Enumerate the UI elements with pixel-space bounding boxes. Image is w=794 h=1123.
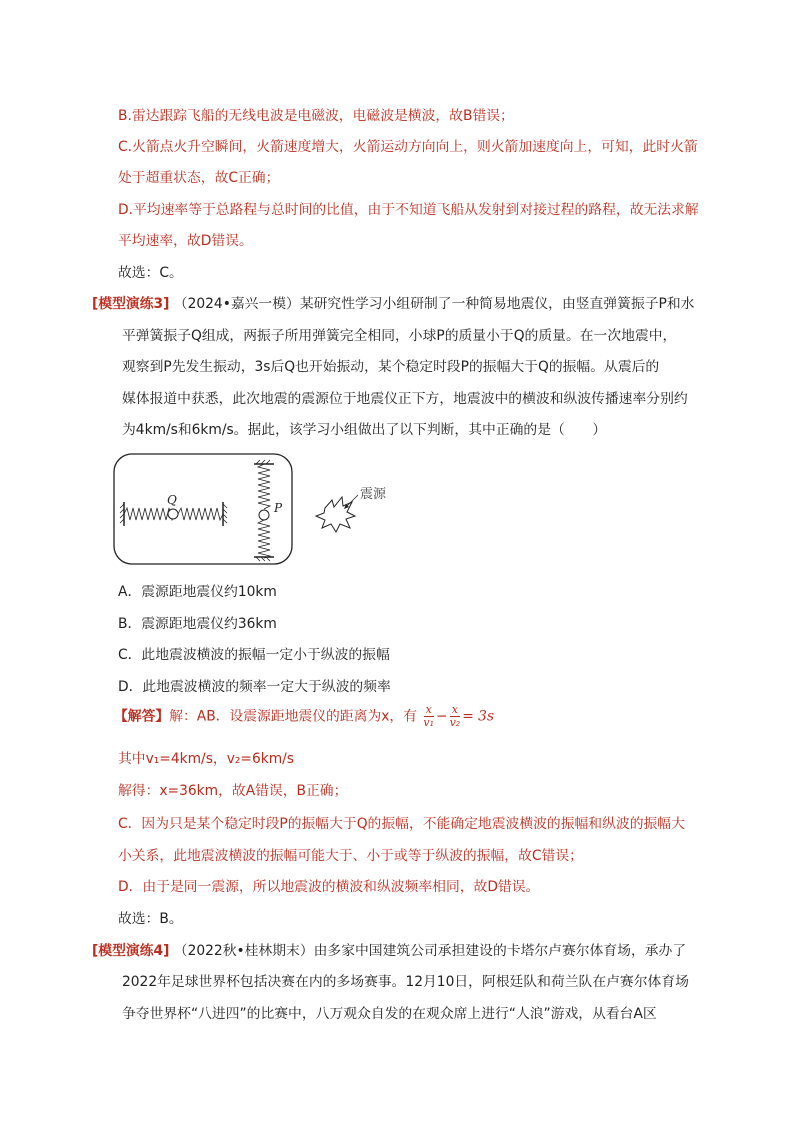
quake-source-icon	[316, 497, 355, 532]
q-label: Q	[167, 493, 177, 507]
explanation-d-line1: D.平均速率等于总路程与总时间的比值，由于不知道飞船从发射到对接过程的路程，故无法求解	[118, 202, 699, 218]
source-label: 震源	[360, 487, 387, 502]
question4-line3: 争夺世界杯“八进四”的比赛中，八万观众自发的在观众席上进行“人浪”游戏，从看台A区	[122, 1006, 657, 1022]
question3-line5: 为4km/s和6km/s。据此，该学习小组做出了以下判断，其中正确的是（ ）	[122, 422, 607, 438]
question4-label: [模型演练4]	[92, 943, 170, 959]
option-d: D．此地震波横波的频率一定大于纵波的频率	[118, 679, 391, 695]
fraction-1	[423, 704, 434, 729]
solution3-line4: C．因为只是某个稳定时段P的振幅大于Q的振幅，不能确定地震波横波的振幅和纵波的振幅大	[118, 816, 685, 832]
explanation-c-line1: C.火箭点火升空瞬间，火箭速度增大，火箭运动方向向上，则火箭加速度向上，可知，此时火箭	[118, 139, 698, 155]
option-a: A．震源距地震仪约10km	[118, 584, 277, 600]
answer-3: 故选：B。	[118, 911, 183, 927]
solution-tag: 【解答】	[114, 708, 170, 725]
question4-line2: 2022年足球世界杯包括决赛在内的多场赛事。12月10日，阿根廷队和荷兰队在卢赛尔体育场	[122, 974, 689, 990]
question3-line2: 平弹簧振子Q组成，两振子所用弹簧完全相同，小球P的质量小于Q的质量。在一次地震中，	[122, 328, 677, 344]
solution3-line2: 其中v₁=4km/s，v₂=6km/s	[118, 751, 294, 767]
explanation-c-line2: 处于超重状态，故C正确；	[118, 170, 280, 186]
fraction-2	[450, 704, 461, 729]
p-label: P	[274, 501, 283, 515]
fraction-2-numerator: x	[451, 703, 459, 716]
solution3-line5: 小关系，此地震波横波的振幅可能大于、小于或等于纵波的振幅，故C错误；	[118, 848, 583, 864]
option-b: B．震源距地震仪约36km	[118, 616, 277, 632]
fraction-2-denominator: v₂	[449, 716, 461, 729]
question4-line1	[92, 939, 686, 959]
question3-label: [模型演练3]	[92, 296, 170, 312]
fraction-1-denominator: v₁	[423, 716, 435, 729]
seismograph-figure	[112, 452, 402, 567]
question3-text1: （2024•嘉兴一模）某研究性学习小组研制了一种简易地震仪，由竖直弹簧振子P和水	[173, 296, 695, 312]
explanation-b: B.雷达跟踪飞船的无线电波是电磁波，电磁波是横波，故B错误；	[118, 108, 514, 124]
solution3-line3: 解得：x=36km，故A错误，B正确；	[118, 783, 348, 799]
question4-text1: （2022秋•桂林期末）由多家中国建筑公司承担建设的卡塔尔卢赛尔体育场，承办了	[173, 943, 687, 959]
minus-sign: −	[436, 708, 448, 725]
solution3-line1	[114, 704, 494, 729]
explanation-d-line2: 平均速率，故D错误。	[118, 233, 253, 249]
question3-line1	[92, 292, 694, 312]
question3-line3: 观察到P先发生振动，3s后Q也开始振动，某个稳定时段P的振幅大于Q的振幅。从震后的	[122, 359, 660, 375]
solution3-line6: D．由于是同一震源，所以地震波的横波和纵波频率相同，故D错误。	[118, 879, 540, 895]
solution3-text1: 解：AB．设震源距地震仪的距离为x，有	[169, 708, 418, 725]
question3-line4: 媒体报道中获悉，此次地震的震源位于地震仪正下方，地震波中的横波和纵波传播速率分别约	[122, 391, 688, 407]
equation-rhs: = 3s	[462, 708, 495, 725]
option-c: C．此地震波横波的振幅一定小于纵波的振幅	[118, 647, 390, 663]
answer-1: 故选：C。	[118, 265, 183, 281]
seismograph-diagram	[112, 452, 402, 567]
fraction-1-numerator: x	[425, 703, 432, 716]
